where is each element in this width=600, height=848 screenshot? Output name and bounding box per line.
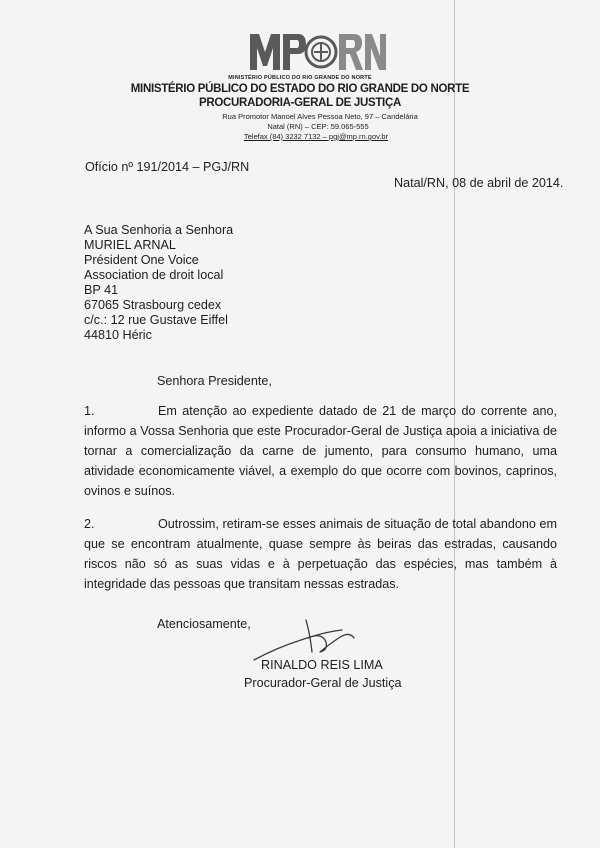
recipient-line: Association de droit local — [84, 268, 224, 282]
recipient-line: BP 41 — [84, 283, 119, 297]
recipient-line: A Sua Senhoria a Senhora — [84, 223, 234, 237]
recipient-line: 67065 Strasbourg cedex — [84, 298, 222, 312]
paragraph-text: Em atenção ao expediente datado de 21 de março do corrente ano, informo a Vossa Senhoria que este Procurador-Geral de Justiça apoia a iniciativa de tornar a comercialização da carne de jumento, para consumo humano, uma atividade economicamente viável, a exemplo do que ocorre com bovinos, caprinos, ovinos e suínos. — [84, 404, 557, 498]
logo-caption: MINISTÉRIO PÚBLICO DO RIO GRANDE DO NORTE — [228, 75, 372, 81]
recipient-line: MURIEL ARNAL — [84, 238, 176, 252]
cc-line: c/c.: 12 rue Gustave Eiffel — [84, 313, 228, 327]
body-paragraph — [84, 514, 557, 594]
paragraph-number: 1. — [84, 404, 95, 418]
ministry-name: MINISTÉRIO PÚBLICO DO ESTADO DO RIO GRANDE DO NORTE — [130, 83, 470, 95]
letter-date: Natal/RN, 08 de abril de 2014. — [394, 176, 564, 190]
cc-line: 44810 Héric — [84, 328, 152, 342]
recipient-line: Président One Voice — [84, 253, 199, 267]
paragraph-text: Outrossim, retiram-se esses animais de situação de total abandono em que se encontram atualmente, quase sempre às beiras das estradas, causando riscos não só as suas vidas e à perpetuação das espécies, mas também à integridade das pessoas que transitam nessas estradas. — [84, 517, 557, 591]
office-address: Rua Promotor Manoel Alves Pessoa Neto, 97 – Candelária — [222, 112, 418, 121]
body-paragraph — [84, 401, 557, 501]
office-name: PROCURADORIA-GERAL DE JUSTIÇA — [199, 97, 401, 109]
signer-title: Procurador-Geral de Justiça — [244, 676, 402, 690]
salutation: Senhora Presidente, — [157, 374, 272, 388]
signer-name: RINALDO REIS LIMA — [261, 658, 383, 672]
paragraph-number: 2. — [84, 517, 95, 531]
office-contact: Telefax (84) 3232 7132 – pgj@mp.rn.gov.br — [243, 132, 389, 141]
mprn-logo — [248, 30, 388, 72]
office-city: Natal (RN) – CEP: 59.065-555 — [267, 122, 369, 131]
office-reference: Ofício nº 191/2014 – PGJ/RN — [85, 160, 250, 174]
closing: Atenciosamente, — [157, 617, 251, 631]
